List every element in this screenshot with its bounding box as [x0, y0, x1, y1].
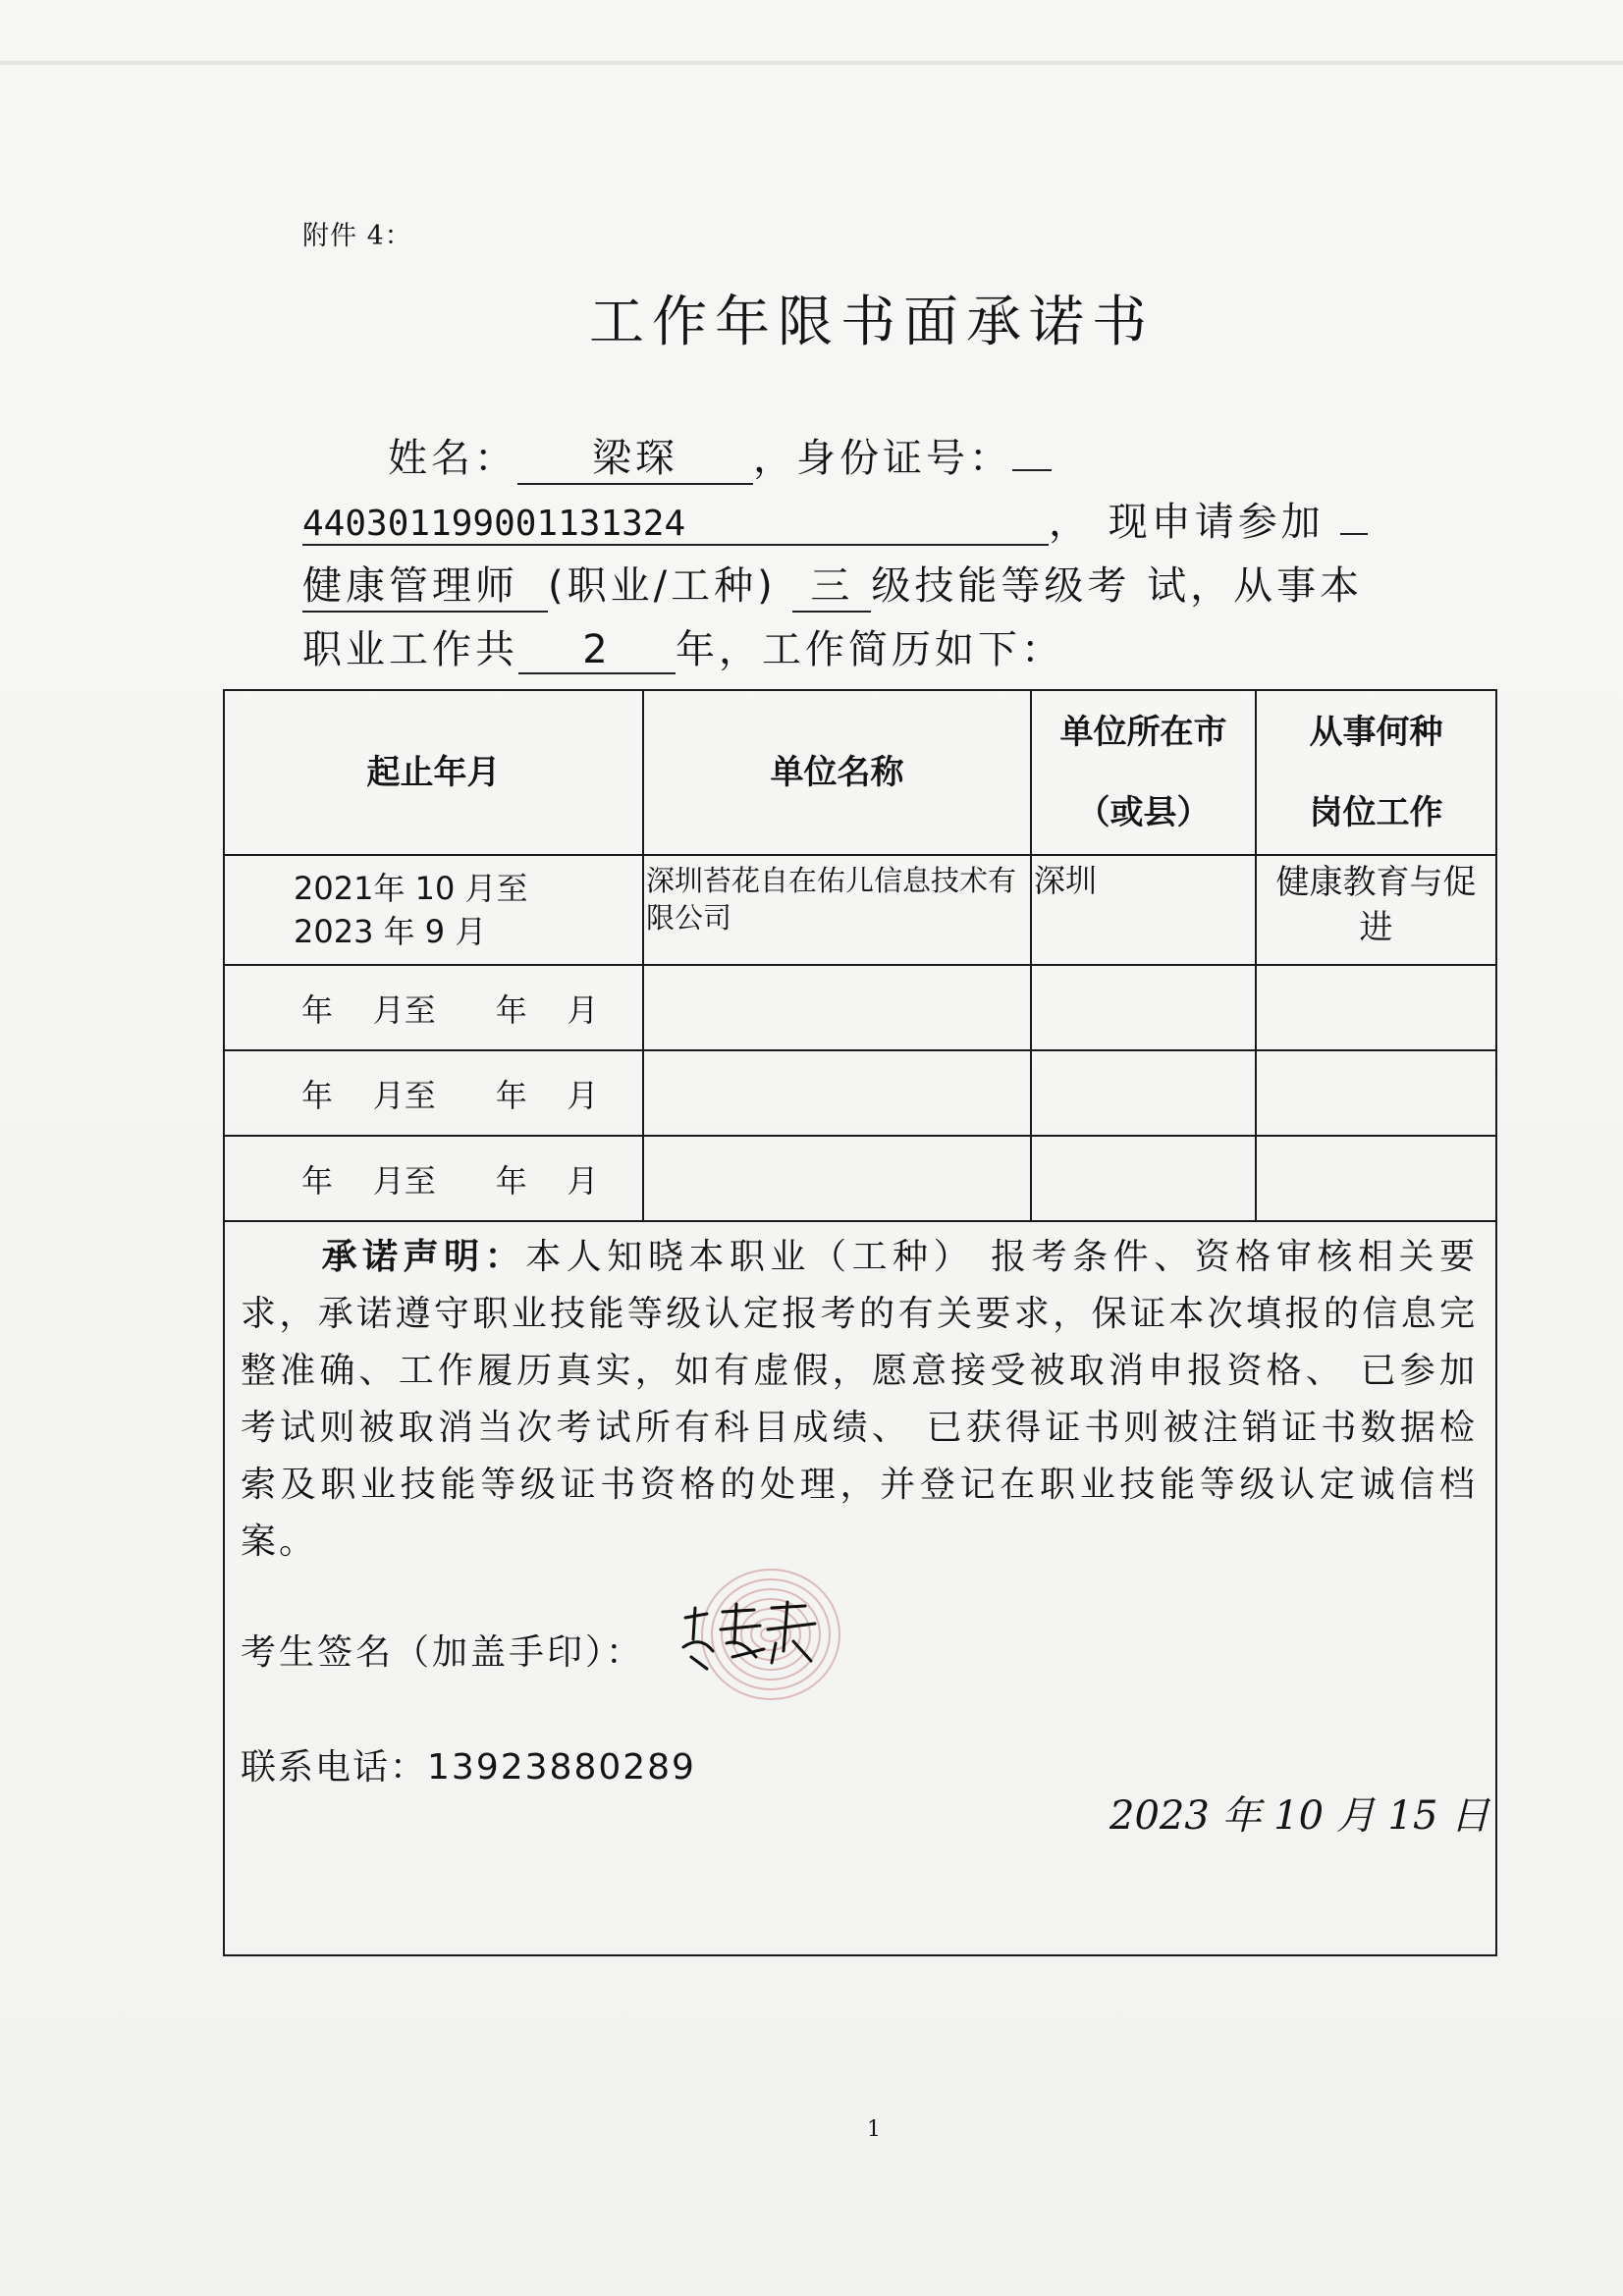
header-period: 起止年月 [224, 690, 643, 855]
period-cell: 年 月至 年 月 [224, 965, 643, 1050]
document-title: 工作年限书面承诺书 [589, 291, 1155, 354]
years-suffix: 年，工作简历如下： [676, 627, 1064, 672]
declaration-body: 本人知晓本职业（工种） 报考条件、资格审核相关要求，承诺遵守职业技能等级认定报考的有关要求，保证本次填报的信息完整准确、工作履历真实，如有虚假，愿意接受被取消申报资格、 已参加考试则被取消当次考试所有科目成绩、 已获得证书则被注销证书数据检索及职业技能等级证书资格的处理，并登记在职业技能等级认定诚信档案。 [241, 1237, 1478, 1562]
page-number: 1 [867, 2117, 881, 2142]
years-prefix: 职业工作共 [302, 627, 518, 672]
period-start: 2021年 10 月至 [294, 870, 528, 907]
city-cell [1031, 1050, 1256, 1136]
period-cell: 年 月至 年 月 [224, 1050, 643, 1136]
header-post-line2: 岗位工作 [1309, 793, 1443, 832]
table-row [224, 855, 1496, 965]
header-city-line1: 单位所在市 [1059, 713, 1227, 752]
handwritten-signature [677, 1600, 825, 1679]
id-label: ，身份证号： [753, 436, 1012, 481]
contact-line [241, 1739, 696, 1789]
unit-cell [643, 1050, 1031, 1136]
contact-phone: 13923880289 [427, 1747, 696, 1788]
annex-label: 附件 4： [302, 221, 412, 251]
signature-line [241, 1625, 644, 1675]
city-cell [1031, 965, 1256, 1050]
post-cell [1256, 1136, 1496, 1221]
unit-cell: 深圳苔花自在佑儿信息技术有限公司 [643, 855, 1031, 965]
name-line [388, 427, 1052, 485]
unit-cell [643, 1136, 1031, 1221]
years-line [302, 618, 1064, 674]
contact-label: 联系电话： [241, 1747, 428, 1788]
header-city [1031, 690, 1256, 855]
post-cell [1256, 965, 1496, 1050]
signature-date: 2023 年 10 月 15 日 [1109, 1793, 1490, 1839]
city-cell [1031, 1136, 1256, 1221]
declaration-text [241, 1229, 1478, 1571]
scan-edge [0, 61, 1623, 65]
years-value: 2 [518, 627, 676, 674]
header-unit: 单位名称 [643, 690, 1031, 855]
occupation-suffix: (职业/工种) [548, 563, 777, 609]
table-row [224, 1050, 1496, 1136]
header-post [1256, 690, 1496, 855]
header-post-line1: 从事何种 [1309, 713, 1443, 752]
level-value: 三 [792, 555, 871, 613]
id-line [302, 491, 1368, 547]
period-end: 2023 年 9 月 [294, 913, 487, 950]
id-underline [1012, 469, 1052, 471]
level-suffix: 级技能等级考 试，从事本 [871, 563, 1364, 609]
city-cell: 深圳 [1031, 855, 1256, 965]
post-cell [1256, 1050, 1496, 1136]
declaration-label: 承诺声明： [319, 1237, 526, 1277]
table-row [224, 1136, 1496, 1221]
apply-text: ， 现申请参加 [1049, 500, 1325, 545]
apply-underline [1340, 533, 1368, 535]
occupation-line [302, 555, 1363, 613]
period-cell: 年 月至 年 月 [224, 1136, 643, 1221]
table-header-row [224, 690, 1496, 855]
name-value: 梁琛 [517, 427, 753, 485]
table-row [224, 965, 1496, 1050]
name-label: 姓名： [388, 436, 517, 481]
period-cell [224, 855, 643, 965]
post-cell: 健康教育与促进 [1256, 855, 1496, 965]
unit-cell [643, 965, 1031, 1050]
occupation-value: 健康管理师 [302, 555, 548, 613]
signature-label: 考生签名（加盖手印）： [241, 1632, 645, 1673]
header-city-line2: （或县） [1076, 793, 1211, 832]
id-number: 440301199001131324 [302, 504, 1049, 546]
